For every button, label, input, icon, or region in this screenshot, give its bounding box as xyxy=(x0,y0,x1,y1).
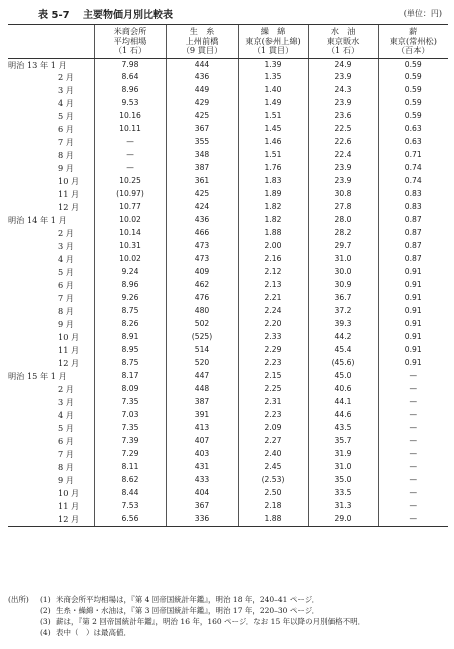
note-id: (4) xyxy=(40,628,51,637)
note-row xyxy=(8,594,448,605)
table-row xyxy=(8,214,448,227)
table-header-row xyxy=(8,25,448,59)
row-label: 8 月 xyxy=(58,306,74,317)
table-cell: 1.35 xyxy=(238,71,308,84)
table-row xyxy=(8,201,448,214)
table-cell: 0.74 xyxy=(378,162,448,175)
table-cell: 433 xyxy=(166,474,238,487)
table-cell: 6.56 xyxy=(94,513,166,526)
table-row xyxy=(8,149,448,162)
table-cell: 0.91 xyxy=(378,318,448,331)
table-cell: 502 xyxy=(166,318,238,331)
row-label: 12 月 xyxy=(8,513,94,526)
column-header-2 xyxy=(166,25,238,59)
table-cell: 2.25 xyxy=(238,383,308,396)
table-cell: 22.6 xyxy=(308,136,378,149)
row-label: 2 月 xyxy=(58,228,74,239)
column-header-1 xyxy=(94,25,166,59)
table-cell: 7.29 xyxy=(94,448,166,461)
table-row xyxy=(8,292,448,305)
table-cell: 466 xyxy=(166,227,238,240)
table-row xyxy=(8,357,448,370)
table-cell: 24.3 xyxy=(308,84,378,97)
table-cell: 1.51 xyxy=(238,110,308,123)
table-cell: 39.3 xyxy=(308,318,378,331)
row-label: 6 月 xyxy=(58,280,74,291)
table-cell: 0.83 xyxy=(378,188,448,201)
table-cell: (10.97) xyxy=(94,188,166,201)
table-cell: 2.50 xyxy=(238,487,308,500)
table-cell: 28.2 xyxy=(308,227,378,240)
table-row xyxy=(8,162,448,175)
table-cell: 431 xyxy=(166,461,238,474)
row-label: 明治 13 年 1 月 xyxy=(8,59,67,70)
row-label: 7 月 xyxy=(58,293,74,304)
table-row xyxy=(8,266,448,279)
note-text: 米商会所平均相場は，『第 4 回帝国統計年鑑』，明治 18 年，240–41 ページ． xyxy=(56,595,320,604)
row-label: 3 月 xyxy=(58,241,74,252)
table-cell: 31.0 xyxy=(308,461,378,474)
table-cell: — xyxy=(378,487,448,500)
table-cell: 2.33 xyxy=(238,331,308,344)
table-row xyxy=(8,487,448,500)
table-cell: 29.7 xyxy=(308,240,378,253)
table-cell: 1.49 xyxy=(238,97,308,110)
table-cell: 0.91 xyxy=(378,305,448,318)
table-cell: 33.5 xyxy=(308,487,378,500)
note-row xyxy=(8,616,448,627)
column-header-line: 繰 綿 xyxy=(260,26,286,36)
table-cell: 2.40 xyxy=(238,448,308,461)
table-cell: 444 xyxy=(166,58,238,71)
table-row xyxy=(8,474,448,487)
column-header-line: （1 石） xyxy=(326,45,360,55)
row-label: 12 月 xyxy=(58,202,80,213)
table-cell: 23.6 xyxy=(308,110,378,123)
table-cell: 0.74 xyxy=(378,175,448,188)
table-cell: 2.09 xyxy=(238,422,308,435)
column-header-line: 生 糸 xyxy=(189,26,215,36)
table-cell: 1.83 xyxy=(238,175,308,188)
table-cell: 2.18 xyxy=(238,500,308,513)
table-cell: 413 xyxy=(166,422,238,435)
table-cell: 10.02 xyxy=(94,253,166,266)
table-cell: 8.95 xyxy=(94,344,166,357)
price-table xyxy=(8,24,448,527)
table-row xyxy=(8,110,448,123)
table-cell: 2.16 xyxy=(238,253,308,266)
note-row xyxy=(8,605,448,616)
table-row xyxy=(8,175,448,188)
table-cell: 1.46 xyxy=(238,136,308,149)
table-cell: 391 xyxy=(166,409,238,422)
source-notes xyxy=(8,594,448,638)
row-label: 11 月 xyxy=(58,500,80,511)
table-cell: 44.2 xyxy=(308,331,378,344)
row-label: 12 月 xyxy=(58,358,80,369)
table-cell: 0.91 xyxy=(378,292,448,305)
table-cell: 45.4 xyxy=(308,344,378,357)
table-cell: 10.14 xyxy=(94,227,166,240)
table-cell: 36.7 xyxy=(308,292,378,305)
row-label: 8 月 xyxy=(58,462,74,473)
table-cell: 0.59 xyxy=(378,97,448,110)
table-row xyxy=(8,188,448,201)
row-label: 明治 14 年 1 月 xyxy=(8,215,67,226)
table-cell: 8.26 xyxy=(94,318,166,331)
table-cell: 348 xyxy=(166,149,238,162)
table-cell: — xyxy=(378,422,448,435)
row-label: 5 月 xyxy=(58,423,74,434)
row-label: 10 月 xyxy=(58,332,80,343)
table-cell: 0.87 xyxy=(378,240,448,253)
table-cell: 367 xyxy=(166,123,238,136)
column-header-line: 平均相場 xyxy=(113,35,147,46)
table-cell: — xyxy=(378,435,448,448)
column-header-line: 東京(参州上綿) xyxy=(245,35,301,46)
note-source-label xyxy=(8,627,40,638)
table-cell: 0.87 xyxy=(378,253,448,266)
table-cell: 2.45 xyxy=(238,461,308,474)
table-cell: 0.91 xyxy=(378,344,448,357)
table-cell: 35.7 xyxy=(308,435,378,448)
table-cell: 1.51 xyxy=(238,149,308,162)
column-header-line: （1 貫目） xyxy=(252,45,294,55)
table-cell: 8.09 xyxy=(94,383,166,396)
table-cell: 30.8 xyxy=(308,188,378,201)
table-number: 表 5-7 xyxy=(38,10,70,21)
row-label: 7 月 xyxy=(58,449,74,460)
table-cell: 0.87 xyxy=(378,227,448,240)
table-cell: 44.6 xyxy=(308,409,378,422)
table-cell: (525) xyxy=(166,331,238,344)
table-cell: 9.26 xyxy=(94,292,166,305)
note-source-label: (出所) xyxy=(8,595,29,604)
table-cell: — xyxy=(378,474,448,487)
table-cell: — xyxy=(94,162,166,175)
table-cell: 1.40 xyxy=(238,84,308,97)
table-row xyxy=(8,84,448,97)
table-cell: 2.21 xyxy=(238,292,308,305)
column-header-line: 米商会所 xyxy=(113,26,147,36)
table-cell: 2.13 xyxy=(238,279,308,292)
column-header-3 xyxy=(238,25,308,59)
table-cell: 409 xyxy=(166,266,238,279)
row-label: 6 月 xyxy=(58,436,74,447)
table-cell: 436 xyxy=(166,71,238,84)
table-cell: 22.4 xyxy=(308,149,378,162)
table-cell: 2.23 xyxy=(238,357,308,370)
table-cell: 8.75 xyxy=(94,357,166,370)
table-cell: — xyxy=(378,409,448,422)
table-cell: 404 xyxy=(166,487,238,500)
column-header-line: 水 油 xyxy=(330,26,356,36)
row-label: 11 月 xyxy=(58,189,80,200)
table-cell: — xyxy=(94,136,166,149)
table-cell: 2.24 xyxy=(238,305,308,318)
table-cell: 8.75 xyxy=(94,305,166,318)
row-label: 4 月 xyxy=(58,254,74,265)
note-id: (2) xyxy=(40,606,51,615)
table-cell: 1.88 xyxy=(238,513,308,526)
table-cell: 1.82 xyxy=(238,201,308,214)
table-cell: 30.0 xyxy=(308,266,378,279)
table-cell: 8.91 xyxy=(94,331,166,344)
table-cell: — xyxy=(378,448,448,461)
table-cell: 8.11 xyxy=(94,461,166,474)
table-cell: 10.77 xyxy=(94,201,166,214)
table-cell: 0.83 xyxy=(378,201,448,214)
table-row xyxy=(8,97,448,110)
table-cell: — xyxy=(378,513,448,526)
table-title-row xyxy=(8,6,446,22)
column-header-line: （1 石） xyxy=(113,45,147,55)
note-source-label xyxy=(8,605,40,616)
column-header-line: 東京(常州松) xyxy=(389,35,437,46)
table-row xyxy=(8,58,448,71)
table-cell: 7.53 xyxy=(94,500,166,513)
table-cell: 10.25 xyxy=(94,175,166,188)
table-cell: 37.2 xyxy=(308,305,378,318)
table-cell: 0.63 xyxy=(378,123,448,136)
table-row xyxy=(8,279,448,292)
note-id: (3) xyxy=(40,617,51,626)
table-cell: 0.87 xyxy=(378,214,448,227)
table-cell: 407 xyxy=(166,435,238,448)
column-header-0 xyxy=(8,25,94,59)
row-label: 9 月 xyxy=(58,319,74,330)
table-row xyxy=(8,331,448,344)
table-cell: 2.00 xyxy=(238,240,308,253)
row-label: 4 月 xyxy=(58,410,74,421)
column-header-4 xyxy=(308,25,378,59)
table-cell: 8.44 xyxy=(94,487,166,500)
table-row xyxy=(8,305,448,318)
note-text: 薪は，『第 2 回帝国統計年鑑』，明治 16 年，160 ページ．なお 15 年以降の月別価格不明． xyxy=(56,617,366,626)
table-cell: 0.63 xyxy=(378,136,448,149)
table-row xyxy=(8,461,448,474)
row-label: 10 月 xyxy=(58,487,80,498)
table-cell: 28.0 xyxy=(308,214,378,227)
table-cell: 7.39 xyxy=(94,435,166,448)
table-row xyxy=(8,123,448,136)
column-header-line: 薪 xyxy=(409,26,418,36)
column-header-line: 上州前橋 xyxy=(185,35,219,46)
table-cell: 7.03 xyxy=(94,409,166,422)
table-cell: 424 xyxy=(166,201,238,214)
table-row xyxy=(8,448,448,461)
table-cell: — xyxy=(378,461,448,474)
note-text: 生糸・繰綿・水油は，『第 3 回帝国統計年鑑』，明治 17 年，220–30 ページ． xyxy=(56,606,320,615)
table-cell: 1.89 xyxy=(238,188,308,201)
row-label: 10 月 xyxy=(58,176,80,187)
table-cell: 2.12 xyxy=(238,266,308,279)
table-cell: 10.31 xyxy=(94,240,166,253)
table-cell: 448 xyxy=(166,383,238,396)
table-cell: 2.15 xyxy=(238,370,308,383)
table-cell: 0.59 xyxy=(378,84,448,97)
table-body xyxy=(8,58,448,526)
table-cell: 0.91 xyxy=(378,266,448,279)
table-row xyxy=(8,240,448,253)
table-cell: (45.6) xyxy=(308,357,378,370)
row-label: 9 月 xyxy=(58,163,74,174)
table-row xyxy=(8,422,448,435)
table-cell: 31.0 xyxy=(308,253,378,266)
table-cell: 367 xyxy=(166,500,238,513)
table-cell: 1.39 xyxy=(238,58,308,71)
table-cell: 9.24 xyxy=(94,266,166,279)
table-cell: 425 xyxy=(166,110,238,123)
table-title xyxy=(38,6,173,21)
table-cell: 429 xyxy=(166,97,238,110)
table-cell: 387 xyxy=(166,162,238,175)
table-cell: 7.35 xyxy=(94,422,166,435)
table-cell: 23.9 xyxy=(308,175,378,188)
table-cell: 44.1 xyxy=(308,396,378,409)
table-cell: 30.9 xyxy=(308,279,378,292)
table-cell: 45.0 xyxy=(308,370,378,383)
table-cell: 1.88 xyxy=(238,227,308,240)
unit-label: (単位：円) xyxy=(403,9,442,18)
table-row xyxy=(8,396,448,409)
table-cell: 425 xyxy=(166,188,238,201)
table-cell: 2.31 xyxy=(238,396,308,409)
table-cell: 447 xyxy=(166,370,238,383)
table-cell: 2.23 xyxy=(238,409,308,422)
table-cell: 0.59 xyxy=(378,58,448,71)
table-cell: 0.59 xyxy=(378,71,448,84)
table-cell: 35.0 xyxy=(308,474,378,487)
table-cell: 387 xyxy=(166,396,238,409)
table-row xyxy=(8,318,448,331)
table-cell: 43.5 xyxy=(308,422,378,435)
note-row xyxy=(8,627,448,638)
table-cell: 8.96 xyxy=(94,279,166,292)
row-label: 5 月 xyxy=(58,111,74,122)
table-row xyxy=(8,253,448,266)
table-cell: 40.6 xyxy=(308,383,378,396)
note-id: (1) xyxy=(40,595,51,604)
table-cell: 361 xyxy=(166,175,238,188)
table-title-text: 主要物価月別比較表 xyxy=(83,10,174,21)
table-row xyxy=(8,500,448,513)
table-cell: 1.76 xyxy=(238,162,308,175)
table-cell: 355 xyxy=(166,136,238,149)
table-cell: 27.8 xyxy=(308,201,378,214)
table-cell: (2.53) xyxy=(238,474,308,487)
table-cell: 2.29 xyxy=(238,344,308,357)
table-cell: — xyxy=(378,383,448,396)
column-header-line: 東京販水 xyxy=(326,35,360,46)
table-row xyxy=(8,71,448,84)
table-cell: 476 xyxy=(166,292,238,305)
table-cell: 449 xyxy=(166,84,238,97)
column-header-5 xyxy=(378,25,448,59)
table-cell: 7.98 xyxy=(94,58,166,71)
table-cell: 23.9 xyxy=(308,162,378,175)
table-cell: 10.16 xyxy=(94,110,166,123)
column-header-line: （百本） xyxy=(396,45,430,55)
table-cell: 336 xyxy=(166,513,238,526)
row-label: 11 月 xyxy=(58,345,80,356)
table-cell: 24.9 xyxy=(308,58,378,71)
table-cell: — xyxy=(378,500,448,513)
row-label: 3 月 xyxy=(58,85,74,96)
table-cell: 23.9 xyxy=(308,97,378,110)
table-cell: 0.91 xyxy=(378,357,448,370)
table-cell: 10.11 xyxy=(94,123,166,136)
table-row xyxy=(8,435,448,448)
table-cell: 0.91 xyxy=(378,279,448,292)
table-cell: 462 xyxy=(166,279,238,292)
table-row xyxy=(8,344,448,357)
column-header-line: （9 貫目） xyxy=(181,45,223,55)
table-cell: 480 xyxy=(166,305,238,318)
row-label: 4 月 xyxy=(58,98,74,109)
table-cell: 0.71 xyxy=(378,149,448,162)
table-cell: 31.3 xyxy=(308,500,378,513)
table-cell: 473 xyxy=(166,253,238,266)
note-source-label xyxy=(8,616,40,627)
table-cell: 7.35 xyxy=(94,396,166,409)
row-label: 3 月 xyxy=(58,397,74,408)
table-cell: 8.17 xyxy=(94,370,166,383)
row-label: 7 月 xyxy=(58,137,74,148)
table-cell: — xyxy=(378,396,448,409)
row-label: 2 月 xyxy=(58,384,74,395)
table-cell: 436 xyxy=(166,214,238,227)
table-row xyxy=(8,409,448,422)
row-label: 8 月 xyxy=(58,150,74,161)
note-text: 表中（ ）は最高値． xyxy=(56,628,131,637)
table-cell: 23.9 xyxy=(308,71,378,84)
table-cell: 0.59 xyxy=(378,110,448,123)
table-cell: 22.5 xyxy=(308,123,378,136)
table-cell: 8.62 xyxy=(94,474,166,487)
table-row xyxy=(8,227,448,240)
row-label: 9 月 xyxy=(58,475,74,485)
table-cell: — xyxy=(94,149,166,162)
row-label: 明治 15 年 1 月 xyxy=(8,371,67,382)
table-cell: — xyxy=(378,370,448,383)
table-cell: 31.9 xyxy=(308,448,378,461)
table-cell: 9.53 xyxy=(94,97,166,110)
row-label: 2 月 xyxy=(58,72,74,83)
table-cell: 514 xyxy=(166,344,238,357)
table-cell: 473 xyxy=(166,240,238,253)
table-row xyxy=(8,370,448,383)
table-cell: 2.27 xyxy=(238,435,308,448)
table-cell: 2.20 xyxy=(238,318,308,331)
table-cell: 1.45 xyxy=(238,123,308,136)
row-label: 5 月 xyxy=(58,267,74,278)
table-cell: 403 xyxy=(166,448,238,461)
table-row xyxy=(8,136,448,149)
row-label: 6 月 xyxy=(58,124,74,135)
table-row xyxy=(8,383,448,396)
table-cell: 0.91 xyxy=(378,331,448,344)
table-cell: 10.02 xyxy=(94,214,166,227)
table-cell: 520 xyxy=(166,357,238,370)
table-cell: 8.64 xyxy=(94,71,166,84)
table-cell: 1.82 xyxy=(238,214,308,227)
table-row xyxy=(8,513,448,526)
table-cell: 8.96 xyxy=(94,84,166,97)
table-cell: 29.0 xyxy=(308,513,378,526)
